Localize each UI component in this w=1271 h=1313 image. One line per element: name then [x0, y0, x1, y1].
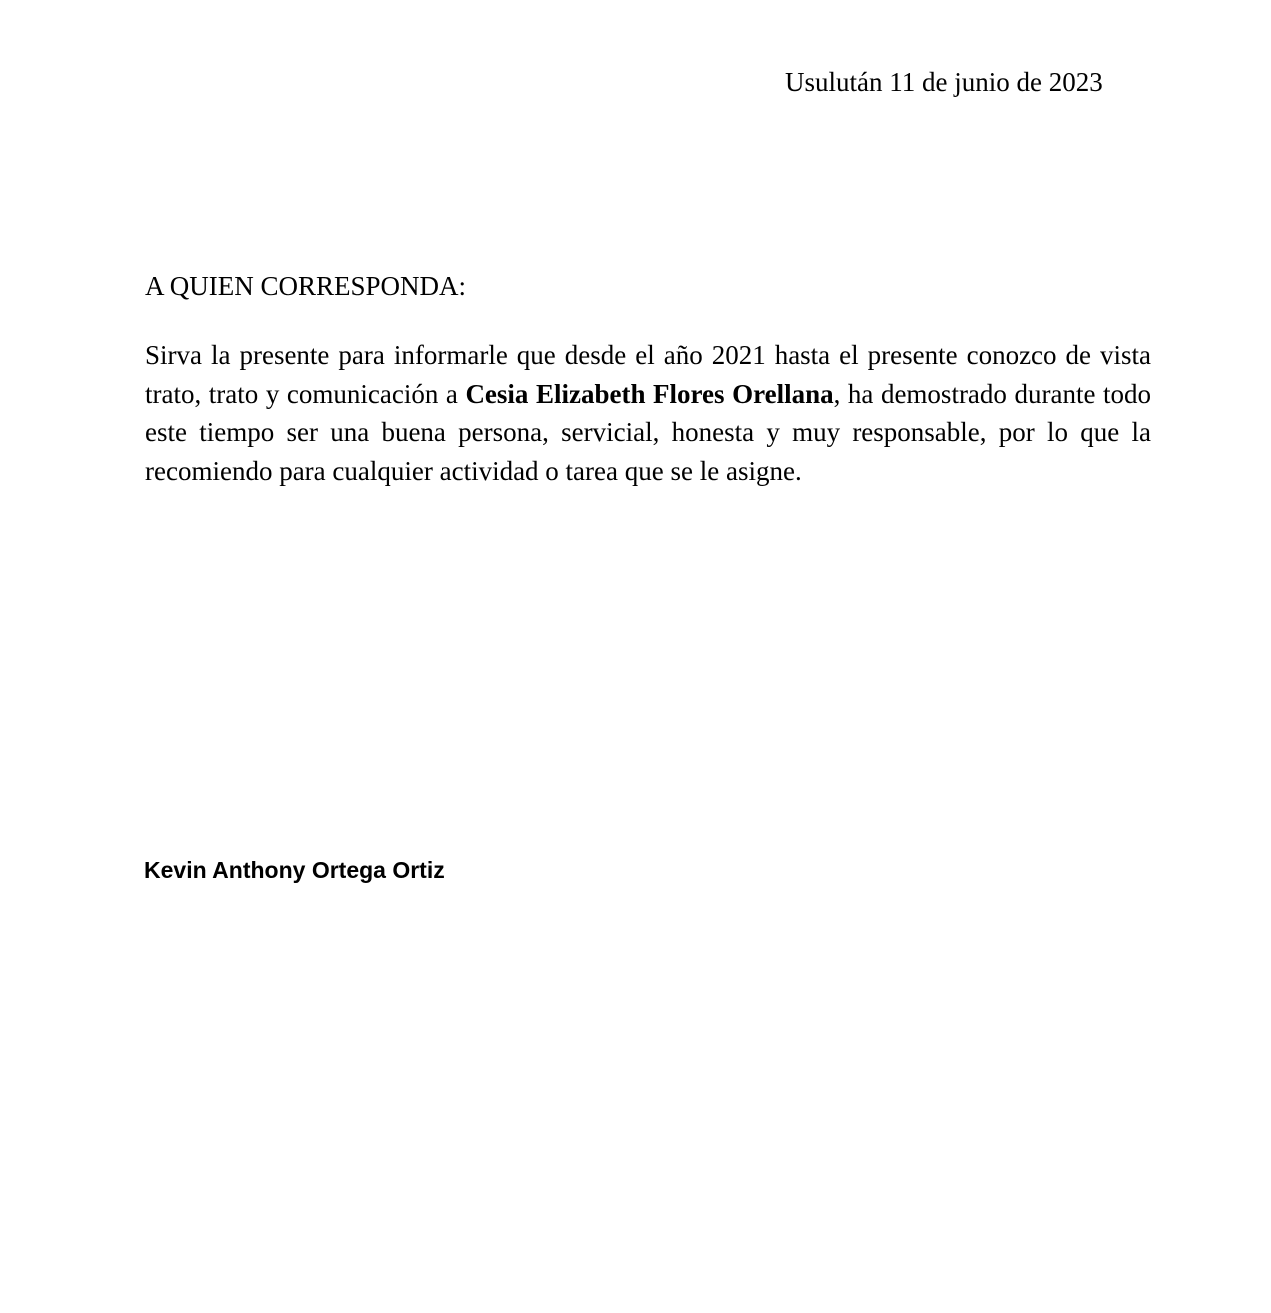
body-text-closing: , ha demostrado durante todo este tiempo ser una buena persona, servicial, honesta y muy responsable, por lo que la recomiendo para cualquier actividad o tarea que se le asigne.: [145, 378, 1151, 486]
letter-salutation: A QUIEN CORRESPONDA:: [145, 271, 467, 301]
letter-date: Usulután 11 de junio de 2023: [785, 67, 1103, 97]
body-text-intro: Sirva la presente para informarle que desde el año 2021 hasta el presente conozco de vista trato, trato y comunicación a: [145, 340, 1151, 409]
signatory-name: Kevin Anthony Ortega Ortiz: [144, 857, 445, 883]
recommended-person-name: Cesia Elizabeth Flores Orellana: [465, 378, 834, 409]
letter-body: [145, 336, 1151, 490]
